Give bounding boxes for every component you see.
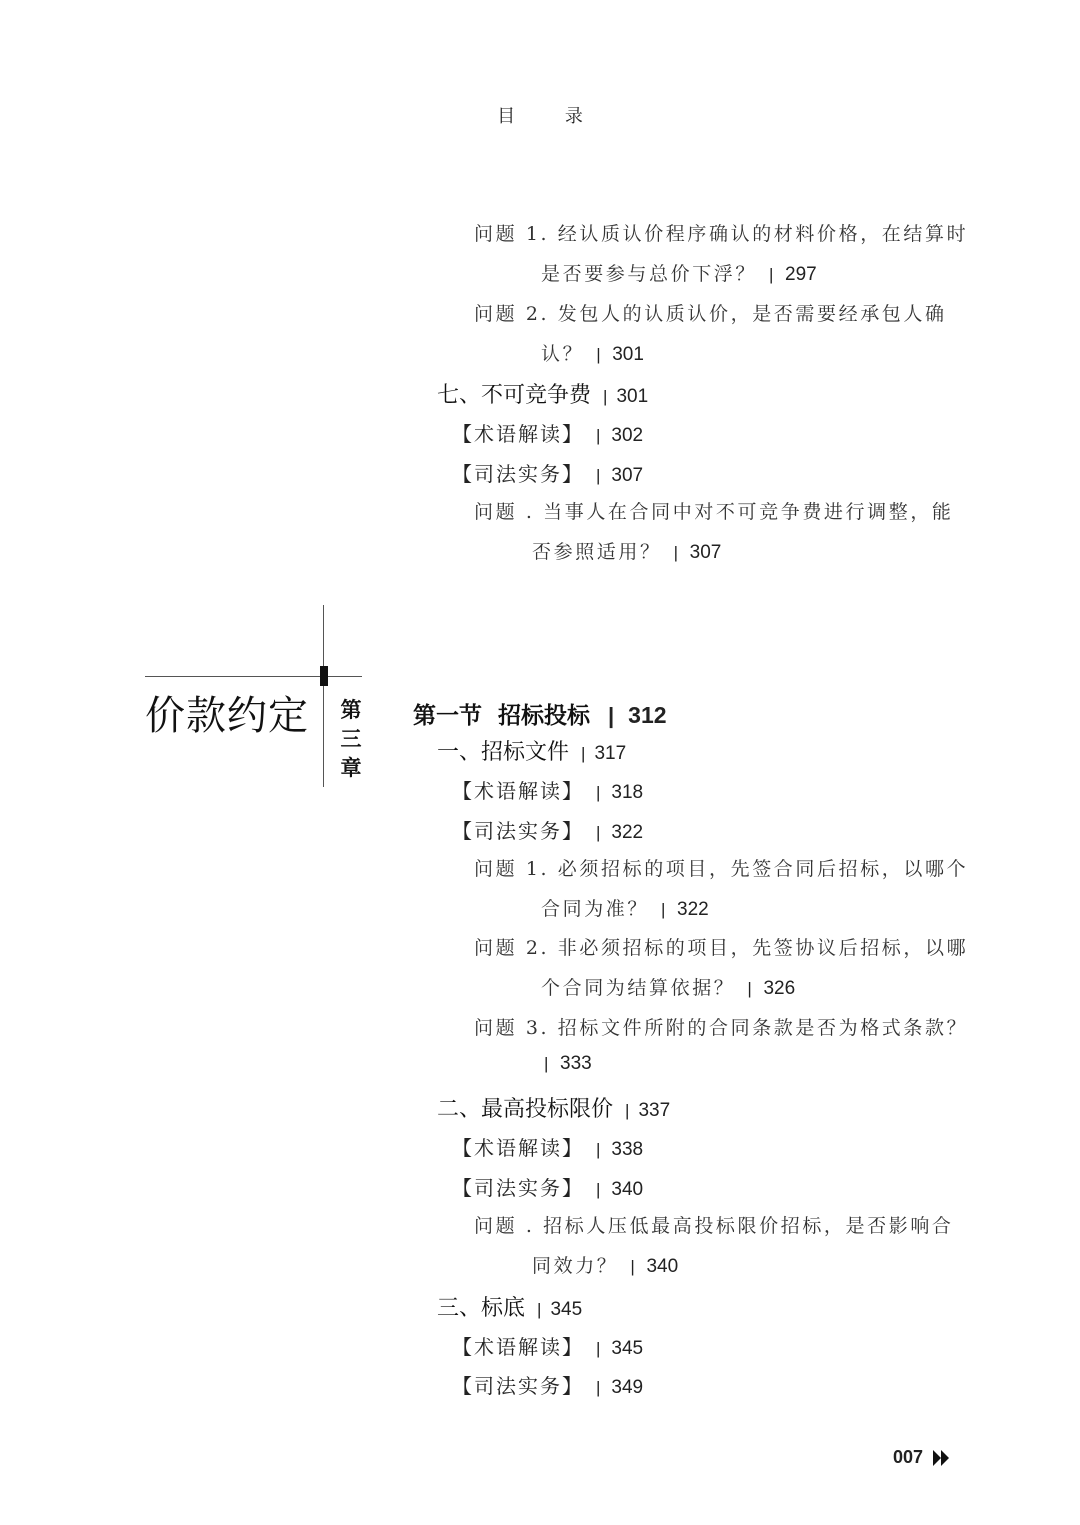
toc-entry: 问题 3. 招标文件所附的合同条款是否为格式条款？: [474, 1017, 969, 1039]
toc-entry: 否参照适用？ | 307: [532, 541, 722, 563]
toc-entry: 【司法实务】 | 349: [452, 1374, 644, 1398]
toc-entry: 同效力？ | 340: [532, 1255, 679, 1277]
page-number: 007: [893, 1447, 924, 1467]
toc-entry: 认？ | 301: [541, 343, 644, 365]
toc-entry: 【术语解读】 | 318: [452, 779, 644, 803]
toc-entry: 个合同为结算依据？ | 326: [541, 977, 796, 999]
toc-entry: 【司法实务】 | 340: [452, 1176, 644, 1200]
toc-entry: 问题 1. 经认质认价程序确认的材料价格，在结算时: [474, 223, 969, 245]
toc-entry: 问题 . 招标人压低最高投标限价招标，是否影响合: [474, 1215, 954, 1237]
toc-entry: 三、标底 | 345: [437, 1296, 583, 1321]
chapter-vertical-rule: [323, 605, 324, 787]
double-arrow-right-icon: [933, 1449, 951, 1467]
toc-entry: 问题 2. 发包人的认质认价，是否需要经承包人确: [474, 303, 947, 325]
chapter-label: 第三章: [340, 698, 362, 780]
section-title: 第一节 招标投标 | 312: [413, 702, 667, 729]
chapter-horizontal-rule: [145, 676, 362, 677]
toc-entry: 问题 2. 非必须招标的项目，先签协议后招标，以哪: [474, 937, 969, 959]
toc-entry: 二、最高投标限价 | 337: [437, 1097, 671, 1122]
toc-entry: 【术语解读】 | 302: [452, 422, 644, 446]
toc-entry: 【司法实务】 | 322: [452, 819, 644, 843]
chapter-title: 价款约定: [145, 693, 309, 739]
toc-entry: 七、不可竞争费 | 301: [437, 383, 649, 408]
toc-entry: 合同为准？ | 322: [541, 898, 709, 920]
toc-entry: 是否要参与总价下浮？ | 297: [541, 263, 817, 285]
toc-entry: 问题 . 当事人在合同中对不可竞争费进行调整，能: [474, 501, 954, 523]
toc-entry: 【司法实务】 | 307: [452, 462, 644, 486]
toc-entry: | 333: [544, 1053, 592, 1074]
toc-entry: 一、招标文件 | 317: [437, 740, 627, 765]
chapter-marker: [320, 666, 328, 686]
toc-entry: 【术语解读】 | 338: [452, 1136, 644, 1160]
page-header: 目 录: [497, 106, 605, 127]
toc-entry: 【术语解读】 | 345: [452, 1335, 644, 1359]
toc-entry: 问题 1. 必须招标的项目，先签合同后招标，以哪个: [474, 858, 969, 880]
